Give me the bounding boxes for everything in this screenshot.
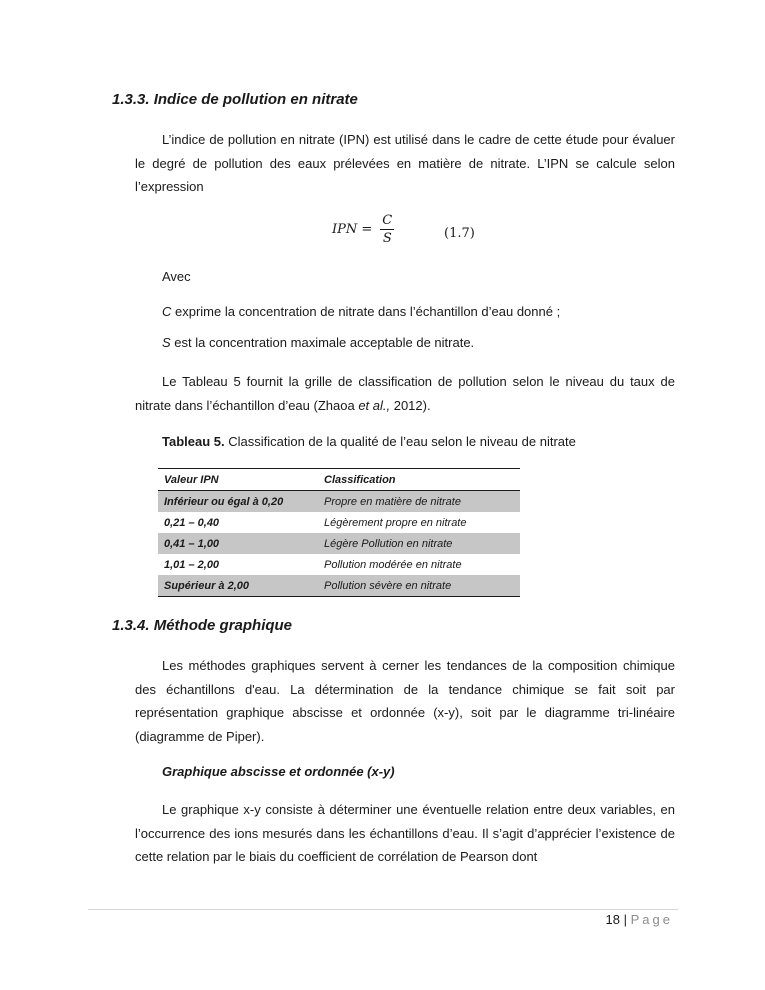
table-row — [158, 491, 520, 513]
table-row — [158, 554, 520, 575]
definition-c — [162, 304, 560, 319]
definition-s — [162, 335, 474, 350]
header-valeur-ipn: Valeur IPN — [158, 469, 318, 491]
cell-classification: Pollution sévère en nitrate — [318, 575, 520, 597]
table-row — [158, 512, 520, 533]
symbol-c: C — [162, 304, 172, 319]
ipn-classification-table — [158, 468, 520, 597]
table-intro-text-b: 2012). — [390, 397, 431, 413]
cell-ipn-value: Supérieur à 2,00 — [158, 575, 318, 597]
section-heading-1-3-4: 1.3.4. Méthode graphique — [112, 617, 293, 634]
table-row — [158, 533, 520, 554]
formula-lhs: IPN = — [332, 222, 373, 237]
section-heading-1-3-3: 1.3.3. Indice de pollution en nitrate — [112, 91, 358, 108]
formula-fraction — [380, 213, 394, 246]
cell-classification: Pollution modérée en nitrate — [324, 558, 462, 571]
ipn-intro-paragraph: L’indice de pollution en nitrate (IPN) est utilisé dans le cadre de cette étude pour évaluer le degré de pollution des eaux prélevées en matière de nitrate. L’IPN se calcule selon l’expression — [135, 132, 675, 194]
cell-ipn-value: 0,41 – 1,00 — [158, 533, 318, 554]
table-caption — [162, 434, 576, 449]
page-number: 18 — [605, 912, 621, 927]
cell-classification: Légèrement propre en nitrate — [324, 516, 467, 529]
graphic-methods-paragraph: Les méthodes graphiques servent à cerner les tendances de la composition chimique des échantillons d'eau. La détermination de la tendance chimique se fait soit par représentation graphique abscisse et ordonnée (x-y), soit par le diagramme tri-linéaire (diagramme de Piper). — [135, 658, 675, 744]
table-intro-paragraph — [135, 370, 675, 417]
symbol-s: S — [162, 335, 171, 350]
equation-number: (1.7) — [444, 226, 475, 241]
cell-ipn-value: 0,21 – 0,40 — [164, 516, 220, 529]
cell-ipn-value: 1,01 – 2,00 — [164, 558, 220, 571]
footer-divider — [88, 909, 678, 910]
avec-label: Avec — [162, 269, 191, 284]
footer-separator: | — [620, 912, 631, 927]
subheading-xy-graph: Graphique abscisse et ordonnée (x-y) — [162, 764, 395, 779]
header-classification: Classification — [318, 469, 520, 491]
page-footer — [606, 912, 673, 927]
xy-graph-paragraph: Le graphique x-y consiste à déterminer une éventuelle relation entre deux variables, en l’occurrence des ions mesurés dans les échantillons d’eau. Il s’agit d’apprécier l’existence de cette relation par le biais du coefficient de corrélation de Pearson dont — [135, 802, 675, 864]
formula-numerator: C — [382, 213, 393, 228]
table-caption-text: Classification de la qualité de l’eau selon le niveau de nitrate — [224, 434, 576, 449]
cell-classification: Propre en matière de nitrate — [318, 491, 520, 513]
table-intro-etal: et al., — [358, 397, 391, 413]
ipn-formula — [332, 213, 394, 246]
table-header-row — [158, 469, 520, 491]
table-row — [158, 575, 520, 597]
cell-classification: Légère Pollution en nitrate — [318, 533, 520, 554]
page-label: Page — [630, 912, 673, 927]
table-caption-label: Tableau 5. — [162, 434, 225, 449]
cell-ipn-value: Inférieur ou égal à 0,20 — [158, 491, 318, 513]
table-intro-text-a: Le Tableau 5 fournit la grille de classification de pollution selon le niveau du taux de nitrate dans l’échantillon d’eau (Zhaoa — [135, 374, 675, 413]
definition-c-text: exprime la concentration de nitrate dans l’échantillon d’eau donné ; — [171, 304, 561, 319]
definition-s-text: est la concentration maximale acceptable de nitrate. — [170, 335, 475, 350]
formula-denominator: S — [382, 231, 392, 246]
